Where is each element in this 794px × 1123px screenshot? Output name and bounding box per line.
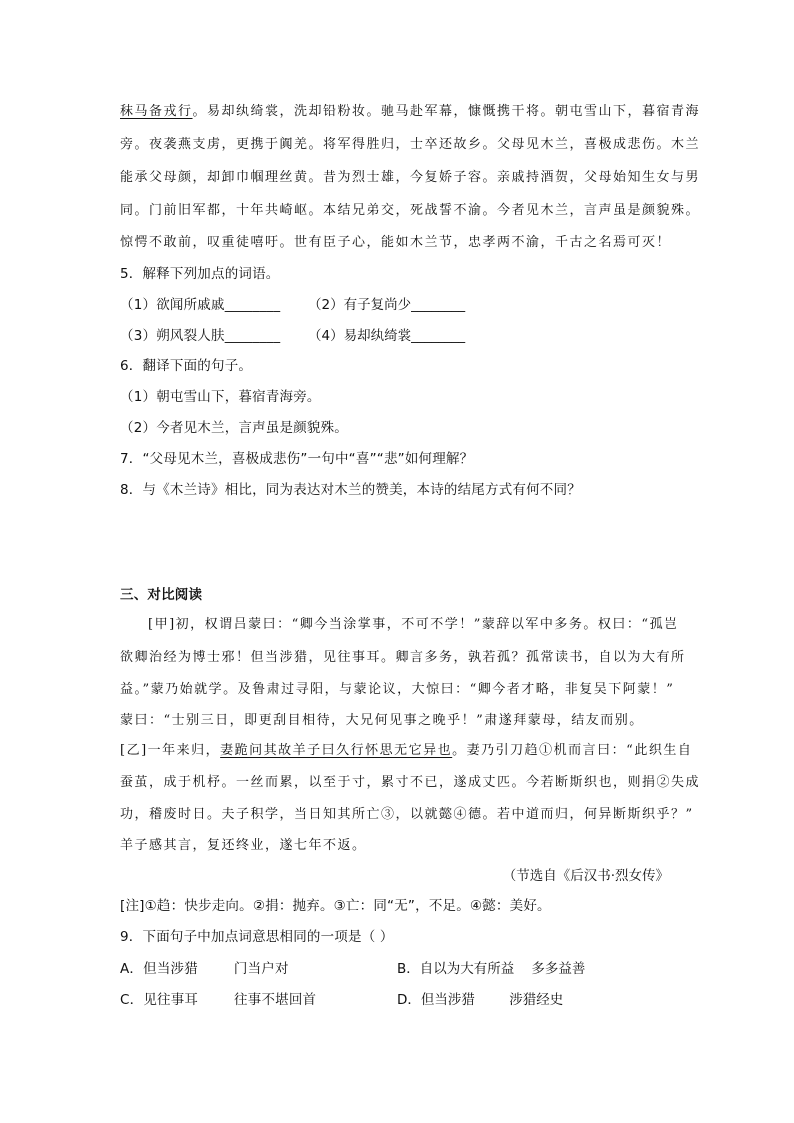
poem-line-5: 惊愕不敢前，叹重徒嘻吁。世有臣子心，能如木兰节，忠孝两不渝，千古之名焉可灭！ bbox=[120, 235, 672, 250]
underlined-phrase: 秣马备戎行 bbox=[120, 104, 193, 119]
poem-line-1 bbox=[120, 100, 700, 119]
question-5-item-4: （4）易却纨绮裳________ bbox=[308, 328, 466, 344]
question-9-option-b: B．自以为大有所益 多多益善 bbox=[397, 961, 586, 977]
jia-line-3: 益。”蒙乃始就学。及鲁肃过寻阳，与蒙论议，大惊曰：“卿今者才略，非复吴下阿蒙！” bbox=[120, 682, 675, 697]
question-9-stem: 9．下面句子中加点词意思相同的一项是（ ） bbox=[120, 929, 394, 945]
question-5-item-1: （1）欲闻所戚戚________ bbox=[120, 297, 281, 313]
poem-text: 。易却纨绮裳，洗却铅粉妆。驰马赴军幕，慷慨携干将。朝屯雪山下，暮宿青海 bbox=[192, 104, 701, 119]
poem-line-3: 能承父母颜，却卸巾帼理丝黄。昔为烈士雄，今复娇子容。亲戚持酒贺，父母始知生女与男 bbox=[120, 170, 701, 185]
yi-line-1 bbox=[120, 739, 692, 758]
underlined-sentence: 妻跪问其故羊子曰久行怀思无它异也 bbox=[220, 743, 453, 758]
yi-line-2: 蚕茧，成于机杼。一丝而累，以至于寸，累寸不已，遂成丈匹。今若断斯织也，则捐②失成 bbox=[120, 775, 701, 790]
yi-text-end: 。妻乃引刀趋①机而言曰：“此织生自 bbox=[452, 743, 693, 758]
question-6-sentence-1: （1）朝屯雪山下，暮宿青海旁。 bbox=[120, 389, 321, 405]
yi-line-3: 功，稽废时日。夫子积学，当日知其所亡③，以就懿④德。若中道而归，何异断斯织乎？” bbox=[120, 807, 694, 822]
yi-line-4: 羊子感其言，复还终业，遂七年不返。 bbox=[120, 838, 367, 853]
source-citation: （节选自《后汉书·烈女传》 bbox=[502, 868, 669, 884]
poem-line-2: 旁。夜袭燕支虏，更携于阗羌。将军得胜归，士卒还故乡。父母见木兰，喜极成悲伤。木兰 bbox=[120, 137, 701, 152]
question-5-stem: 5．解释下列加点的词语。 bbox=[120, 266, 280, 282]
question-6-sentence-2: （2）今者见木兰，言声虽是颜貌殊。 bbox=[120, 420, 348, 436]
question-5-item-2: （2）有子复尚少________ bbox=[308, 297, 466, 313]
poem-line-4: 同。门前旧军都，十年共崎岖。本结兄弟交，死战誓不渝。今者见木兰，言声虽是颜貌殊。 bbox=[120, 203, 701, 218]
question-9-option-d: D．但当涉猎 涉猎经史 bbox=[397, 992, 564, 1008]
question-5-item-3: （3）朔风裂人肤________ bbox=[120, 328, 281, 344]
annotation-notes: [注]①趋：快步走向。②捐：抛弃。③亡：同“无”，不足。④懿：美好。 bbox=[120, 898, 551, 914]
question-6-stem: 6．翻译下面的句子。 bbox=[120, 358, 253, 374]
question-9-option-c: C．见往事耳 往事不堪回首 bbox=[120, 992, 317, 1008]
question-9-option-a: A．但当涉猎 门当户对 bbox=[120, 961, 289, 977]
question-8: 8．与《木兰诗》相比，同为表达对木兰的赞美，本诗的结尾方式有何不同？ bbox=[120, 482, 581, 498]
question-7: 7．“父母见木兰，喜极成悲伤”一句中“喜”“悲”如何理解？ bbox=[120, 451, 474, 467]
jia-line-4: 蒙曰：“士别三日，即更刮目相待，大兄何见事之晚乎！”肃遂拜蒙母，结友而别。 bbox=[120, 713, 644, 728]
yi-text-start: [乙]一年来归， bbox=[120, 743, 221, 758]
jia-line-2: 欲卿治经为博士邪！但当涉猎，见往事耳。卿言多务，孰若孤？孤常读书，自以为大有所 bbox=[120, 650, 686, 665]
jia-line-1: [甲]初，权谓吕蒙曰：“卿今当涂掌事，不可不学！”蒙辞以军中多务。权曰：“孤岂 bbox=[148, 617, 679, 632]
section-3-title: 三、对比阅读 bbox=[120, 587, 203, 603]
